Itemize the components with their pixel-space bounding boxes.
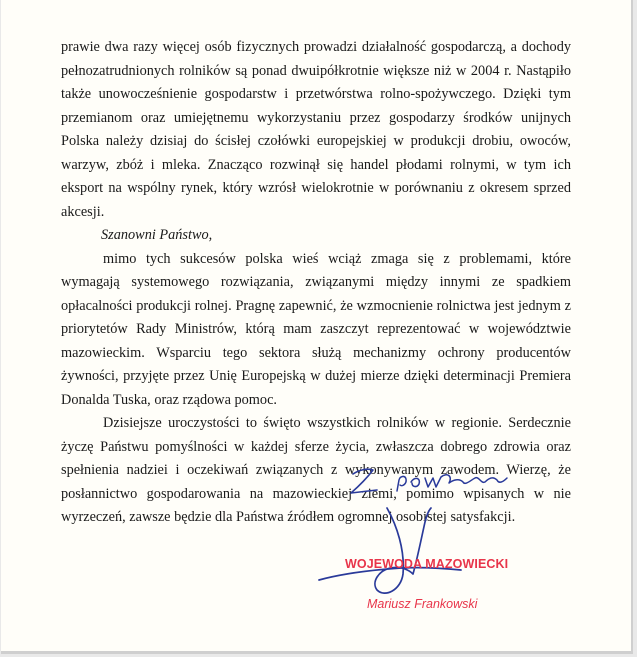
- salutation: Szanowni Państwo,: [101, 227, 213, 243]
- letter-page: [1, 0, 633, 654]
- stamp-title: WOJEWODA MAZOWIECKI: [345, 557, 509, 571]
- paragraph-intro: prawie dwa razy więcej osób fizycznych prowadzi działalność gospodarczą, a dochody pełnozatrudnionych rolników są ponad dwuipółkrotnie większe niż w 2004 r. Nastąpiło także unowocześnienie gospodarstw i przetwórstwa rolno-spożywczego. Dzięki tym przemianom oraz umiejętnemu wykorzystaniu przez gospodarzy środków unijnych Polska należy dzisiaj do ścisłej czołówki europejskiej w produkcji drobiu, owoców, warzyw, zbóż i mleka. Znacząco rozwinął się handel płodami rolnymi, w tym ich eksport na wspólny rynek, który wzrósł wielokrotnie w porównaniu z okresem sprzed akcesji.: [61, 39, 571, 220]
- paragraph-challenges: mimo tych sukcesów polska wieś wciąż zmaga się z problemami, które wymagają systemowego rozwiązania, związanymi między innymi ze spadkiem opłacalności produkcji rolnej. Pragnę zapewnić, że wzmocnienie rolnictwa jest jednym z priorytetów Rady Ministrów, którą mam zaszczyt reprezentować w województwie mazowieckim. Wsparciu tego sektora służą mechanizmy ochrony producentów żywności, przyjęte przez Unię Europejską w dużej mierze dzięki determinacji Premiera Donalda Tuska, oraz rządowa pomoc.: [61, 250, 571, 408]
- paragraph-wishes: Dzisiejsze uroczystości to święto wszystkich rolników w regionie. Serdecznie życzę Państwu pomyślności w każdej sferze życia, zwłaszcza dobrego zdrowia oraz spełnienia nadziei i oczekiwań związanych z wykonywanym zawodem. Wierzę, że posłannictwo gospodarowania na mazowieckiej ziemi, pomimo wpisanych w nie wyrzeczeń, zawsze będzie dla Państwa źródłem ogromnej osobistej satysfakcji.: [61, 415, 571, 525]
- letter-body: [61, 36, 571, 530]
- stamp-name: Mariusz Frankowski: [367, 597, 478, 611]
